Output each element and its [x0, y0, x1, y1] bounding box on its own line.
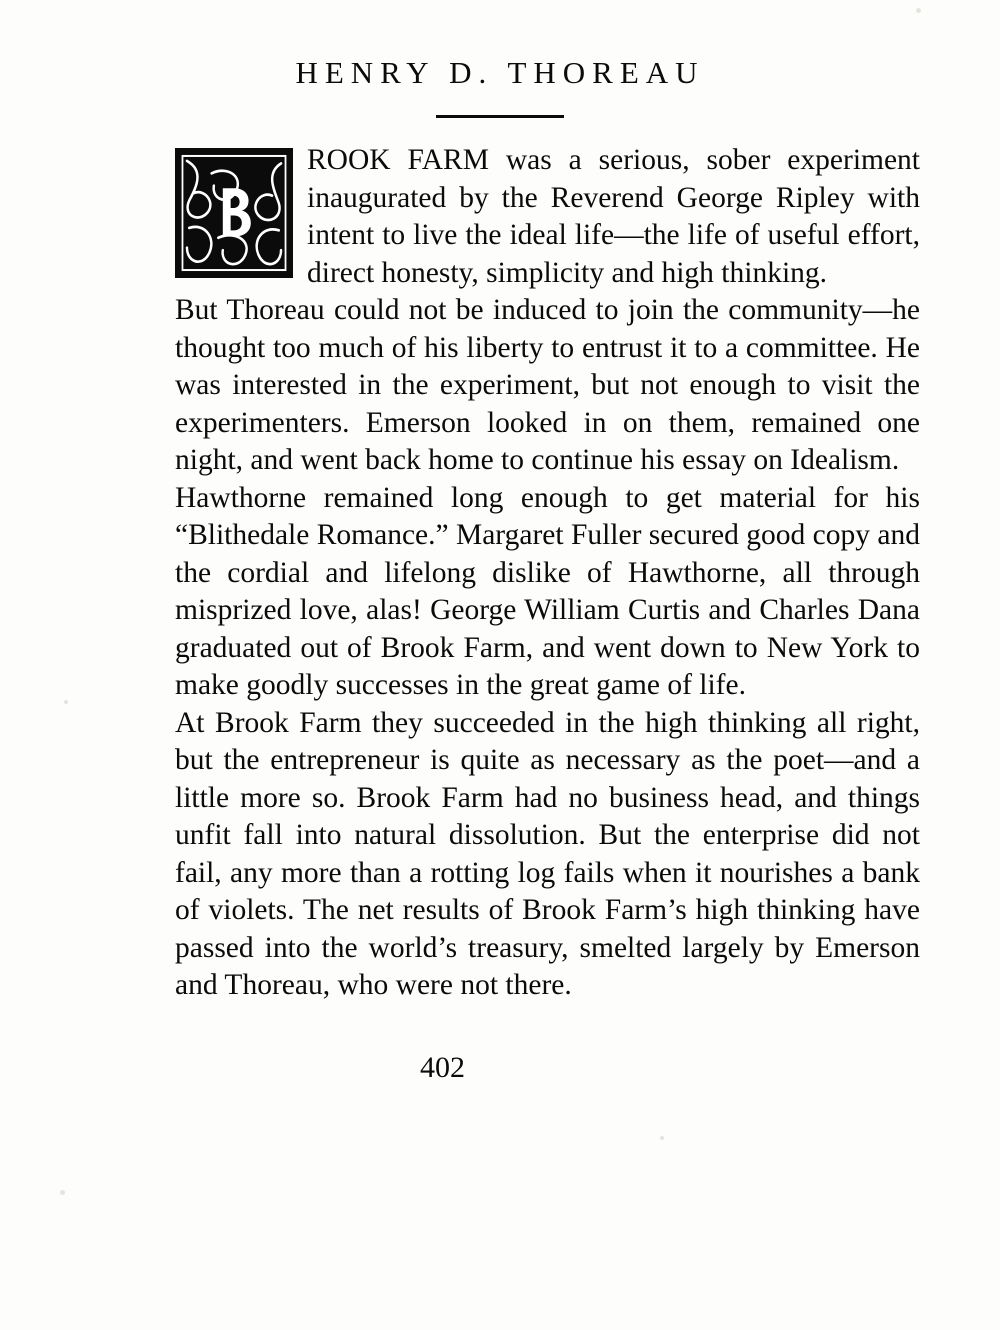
paragraph — [175, 292, 920, 480]
paragraph — [175, 480, 920, 705]
paragraph-text: Hawthorne remained long enough to get material for his “Blithedale Romance.” Margaret Fuller secured good copy and the cordial and lifelong dislike of Hawthorne, all through misprized love, alas! George William Curtis and Charles Dana graduated out of Brook Farm, and went down to New York to make goodly successes in the great game of life. — [175, 481, 920, 701]
scan-speckle — [64, 700, 68, 704]
paragraph-text: ROOK FARM was a serious, sober experiment inaugurated by the Reverend George Ripley with intent to live the ideal life—the life of useful effort, direct honesty, simplicity and high thinking. — [307, 144, 920, 289]
running-head: HENRY D. THOREAU — [295, 55, 705, 90]
body-text — [175, 142, 920, 1085]
paragraph — [175, 705, 920, 1005]
scan-speckle — [916, 8, 921, 13]
paragraph-text: But Thoreau could not be induced to join the community—he thought too much of his liberty to entrust it to a committee. He was interested in the experiment, but not enough to visit the experimenters. Emerson looked in on them, remained one night, and went back home to continue his essay on Idealism. — [175, 294, 920, 476]
paragraph-first — [175, 142, 920, 292]
scan-speckle — [60, 1190, 65, 1195]
illuminated-initial-icon — [175, 148, 293, 278]
paragraph-text: At Brook Farm they succeeded in the high thinking all right, but the entrepreneur is quite as necessary as the poet—and a little more so. Brook Farm had no business head, and things unfit fall into natural dissolution. But the enterprise did not fail, any more than a rotting log fails when it nourishes a bank of violets. The net results of Brook Farm’s high thinking have passed into the world’s treasury, smelted largely by Emerson and Thoreau, who were not there. — [175, 706, 920, 1001]
header-rule — [436, 115, 564, 118]
scan-speckle — [660, 1136, 664, 1140]
page-number: 402 — [420, 1050, 465, 1084]
